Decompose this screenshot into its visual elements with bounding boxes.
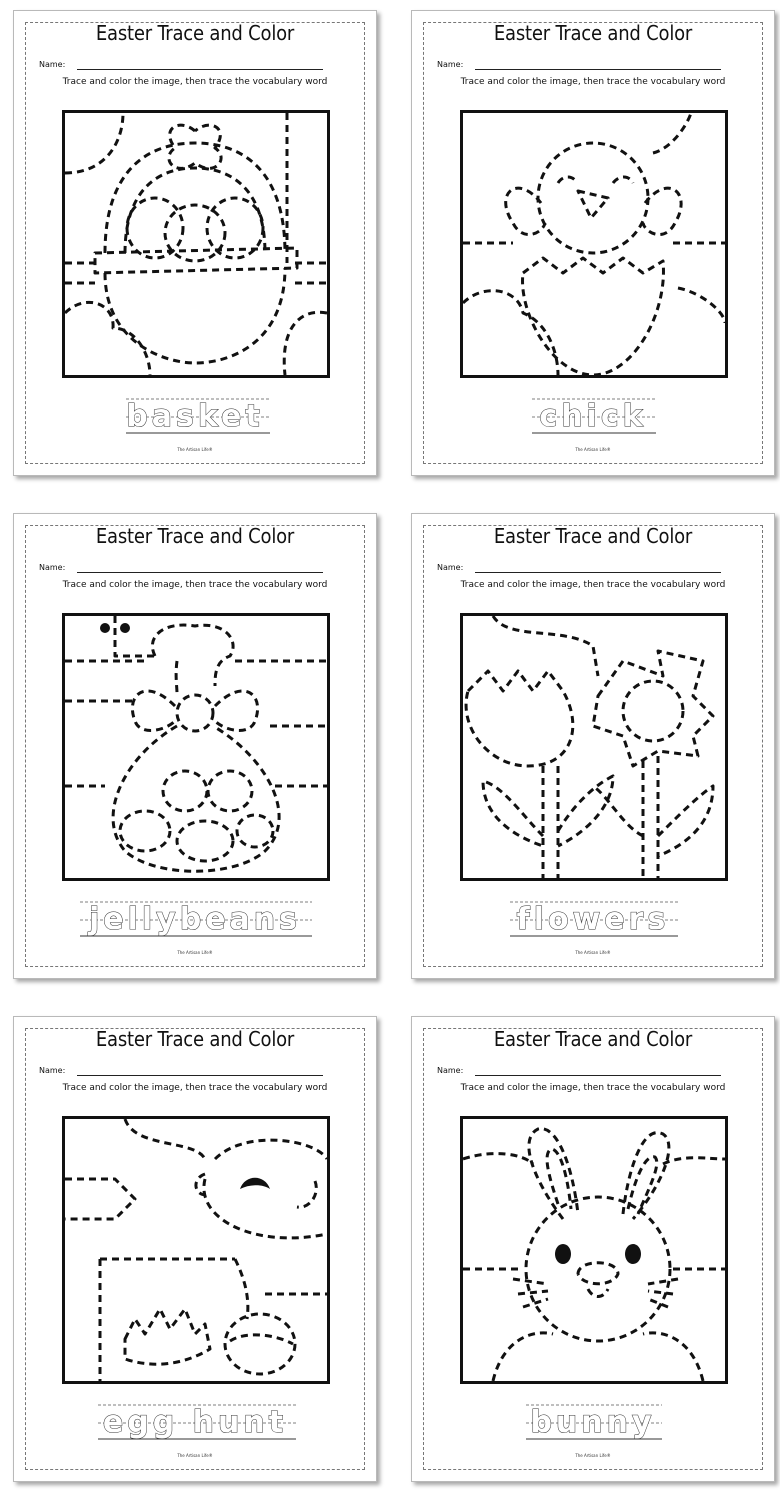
page-title: Easter Trace and Color	[95, 21, 295, 45]
vocab-word: jellybeans	[88, 902, 302, 937]
vocab-word: flowers	[516, 902, 670, 937]
footer-brand: The Artisan Life®	[575, 447, 611, 452]
instructions: Trace and color the image, then trace the vocabulary word	[460, 580, 726, 590]
worksheet-flowers	[411, 513, 775, 979]
worksheet-basket	[13, 10, 377, 476]
worksheet-chick	[411, 10, 775, 476]
vocab-word-box	[412, 1401, 774, 1443]
name-label: Name:	[39, 1066, 66, 1075]
instructions: Trace and color the image, then trace the vocabulary word	[62, 580, 328, 590]
instructions: Trace and color the image, then trace the vocabulary word	[62, 1083, 328, 1093]
vocab-word-box	[412, 898, 774, 940]
page-title: Easter Trace and Color	[493, 21, 693, 45]
bunny-icon	[460, 1116, 728, 1384]
vocab-word-box	[412, 395, 774, 437]
name-line	[77, 69, 323, 70]
chick-icon	[460, 110, 728, 378]
vocab-word: chick	[539, 399, 647, 434]
footer-brand: The Artisan Life®	[177, 950, 213, 955]
page-title: Easter Trace and Color	[95, 1027, 295, 1051]
footer-brand: The Artisan Life®	[177, 447, 213, 452]
instructions: Trace and color the image, then trace the vocabulary word	[460, 77, 726, 87]
egg-hunt-child-icon	[62, 1116, 330, 1384]
name-line	[475, 69, 721, 70]
vocab-word: basket	[126, 399, 264, 434]
jellybean-bag-icon	[62, 613, 330, 881]
vocab-word-box	[14, 1401, 376, 1443]
vocab-word-box	[14, 898, 376, 940]
name-line	[77, 1075, 323, 1076]
page-title: Easter Trace and Color	[493, 524, 693, 548]
worksheet-egg-hunt	[13, 1016, 377, 1482]
worksheet-jellybeans	[13, 513, 377, 979]
tulip-flowers-icon	[460, 613, 728, 881]
vocab-word: egg hunt	[102, 1405, 288, 1440]
worksheet-bunny	[411, 1016, 775, 1482]
name-line	[475, 572, 721, 573]
instructions: Trace and color the image, then trace the vocabulary word	[62, 77, 328, 87]
footer-brand: The Artisan Life®	[575, 950, 611, 955]
vocab-word-box	[14, 395, 376, 437]
name-label: Name:	[437, 563, 464, 572]
page-title: Easter Trace and Color	[95, 524, 295, 548]
footer-brand: The Artisan Life®	[575, 1453, 611, 1458]
name-label: Name:	[437, 60, 464, 69]
page-title: Easter Trace and Color	[493, 1027, 693, 1051]
name-line	[77, 572, 323, 573]
instructions: Trace and color the image, then trace the vocabulary word	[460, 1083, 726, 1093]
name-label: Name:	[39, 60, 66, 69]
name-label: Name:	[39, 563, 66, 572]
vocab-word: bunny	[530, 1405, 656, 1440]
name-line	[475, 1075, 721, 1076]
footer-brand: The Artisan Life®	[177, 1453, 213, 1458]
name-label: Name:	[437, 1066, 464, 1075]
basket-icon	[62, 110, 330, 378]
